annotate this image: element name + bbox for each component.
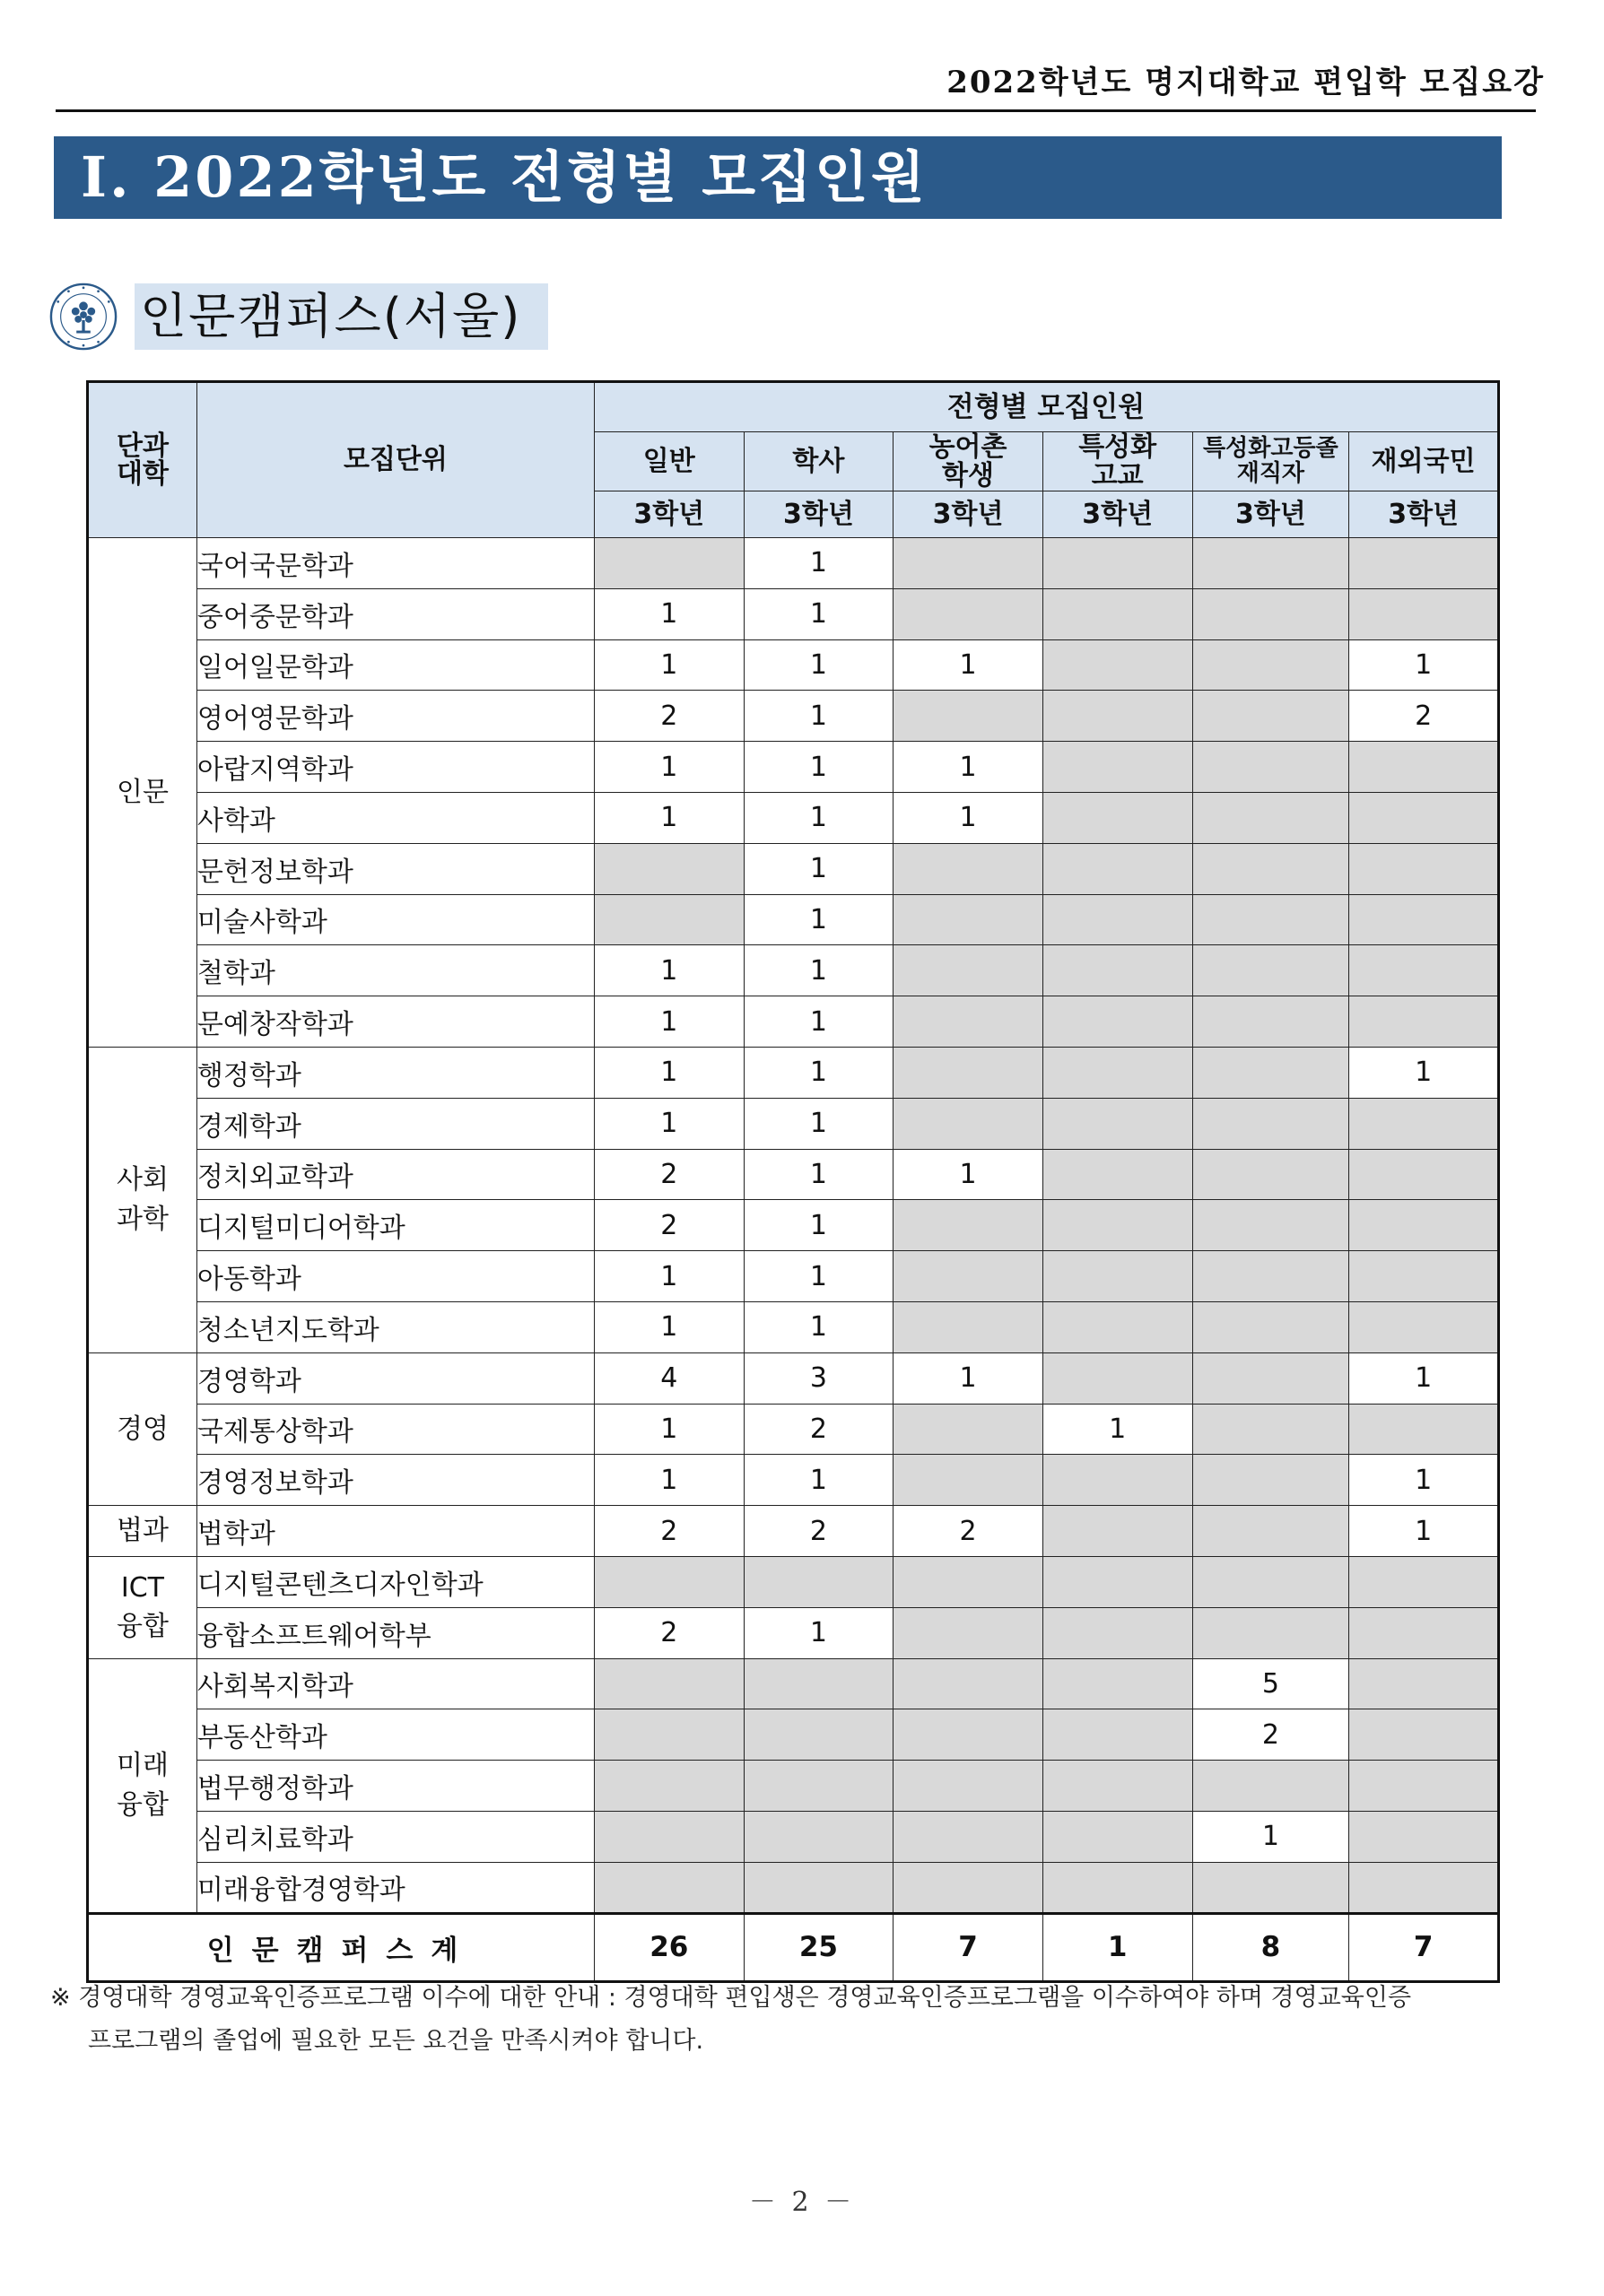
quota-cell: 1 [744,1251,894,1302]
empty-quota-cell [1192,1200,1349,1251]
empty-quota-cell [1192,1455,1349,1506]
department-cell: 미술사학과 [196,894,594,945]
empty-quota-cell [1042,996,1192,1048]
total-cell: 25 [744,1913,894,1981]
table-row [88,1761,1499,1812]
department-cell: 국어국문학과 [196,538,594,589]
quota-cell: 1 [744,945,894,996]
empty-quota-cell [894,894,1043,945]
empty-quota-cell [1192,843,1349,894]
college-cell: ICT 융합 [88,1556,197,1658]
empty-quota-cell [594,894,744,945]
track-year-header: 3학년 [1042,491,1192,538]
department-cell: 경영학과 [196,1352,594,1404]
quota-cell: 1 [1192,1811,1349,1862]
table-row [88,1149,1499,1200]
empty-quota-cell [894,1251,1043,1302]
table-row [88,742,1499,793]
empty-quota-cell [1349,996,1499,1048]
quota-cell: 1 [744,1098,894,1149]
empty-quota-cell [1349,1811,1499,1862]
track-year-header: 3학년 [594,491,744,538]
empty-quota-cell [1192,1047,1349,1098]
college-cell: 사회 과학 [88,1047,197,1352]
empty-quota-cell [1042,1352,1192,1404]
empty-quota-cell [1192,1404,1349,1455]
quota-cell: 1 [1349,639,1499,691]
track-year-header: 3학년 [894,491,1043,538]
table-row [88,639,1499,691]
empty-quota-cell [1349,1862,1499,1913]
quota-cell: 1 [744,843,894,894]
table-row [88,792,1499,843]
track-year-header: 3학년 [1349,491,1499,538]
empty-quota-cell [1192,1301,1349,1352]
department-cell: 청소년지도학과 [196,1301,594,1352]
department-cell: 철학과 [196,945,594,996]
quota-cell: 1 [744,691,894,742]
page-number: － 2 － [748,2187,856,2218]
empty-quota-cell [894,996,1043,1048]
quota-cell: 1 [744,894,894,945]
quota-cell: 3 [744,1352,894,1404]
empty-quota-cell [894,1098,1043,1149]
empty-quota-cell [1042,945,1192,996]
department-cell: 일어일문학과 [196,639,594,691]
quota-cell: 1 [744,1607,894,1658]
empty-quota-cell [1192,945,1349,996]
campus-heading [48,283,548,350]
empty-quota-cell [1042,792,1192,843]
quota-cell: 4 [594,1352,744,1404]
quota-cell: 2 [594,1200,744,1251]
empty-quota-cell [594,538,744,589]
empty-quota-cell [1192,792,1349,843]
empty-quota-cell [1192,1352,1349,1404]
empty-quota-cell [1192,742,1349,793]
empty-quota-cell [1042,1098,1192,1149]
department-cell: 행정학과 [196,1047,594,1098]
department-cell: 아동학과 [196,1251,594,1302]
empty-quota-cell [1042,1709,1192,1761]
department-cell: 융합소프트웨어학부 [196,1607,594,1658]
total-row [88,1913,1499,1981]
table-row [88,1404,1499,1455]
track-header: 재외국민 [1349,432,1499,491]
empty-quota-cell [894,945,1043,996]
department-cell: 아랍지역학과 [196,742,594,793]
department-cell: 영어영문학과 [196,691,594,742]
empty-quota-cell [1349,1658,1499,1709]
table-row [88,843,1499,894]
empty-quota-cell [894,1658,1043,1709]
department-cell: 미래융합경영학과 [196,1862,594,1913]
total-cell: 1 [1042,1913,1192,1981]
empty-quota-cell [594,1709,744,1761]
empty-quota-cell [894,1709,1043,1761]
table-row [88,1658,1499,1709]
quota-cell: 1 [744,1301,894,1352]
quota-cell: 5 [1192,1658,1349,1709]
quota-cell: 1 [594,1301,744,1352]
quota-cell: 2 [594,691,744,742]
empty-quota-cell [1042,588,1192,639]
quota-table [86,380,1500,1983]
department-cell: 부동산학과 [196,1709,594,1761]
college-cell: 인문 [88,538,197,1048]
quota-cell: 1 [894,639,1043,691]
table-row [88,588,1499,639]
empty-quota-cell [744,1556,894,1607]
footnote-line: ※ 경영대학 경영교육인증프로그램 이수에 대한 안내 : 경영대학 편입생은 경영교육인증프로그램을 이수하여야 하며 경영교육인증 [50,1984,1412,2012]
empty-quota-cell [1042,538,1192,589]
myongji-university-seal-icon [48,282,118,352]
table-row [88,1455,1499,1506]
empty-quota-cell [1042,1301,1192,1352]
empty-quota-cell [594,1811,744,1862]
table-row [88,1556,1499,1607]
empty-quota-cell [1042,1556,1192,1607]
footnote [50,1977,1504,2063]
department-cell: 중어중문학과 [196,588,594,639]
quota-cell: 1 [594,1098,744,1149]
department-cell: 문헌정보학과 [196,843,594,894]
table-row [88,1709,1499,1761]
empty-quota-cell [894,1811,1043,1862]
quota-cell: 1 [894,1352,1043,1404]
quota-cell: 1 [744,996,894,1048]
col-college-header: 단과 대학 [88,382,197,538]
track-header: 일반 [594,432,744,491]
empty-quota-cell [894,691,1043,742]
empty-quota-cell [1349,792,1499,843]
quota-cell: 1 [594,792,744,843]
quota-cell: 1 [594,742,744,793]
total-label: 인문캠퍼스계 [88,1913,595,1981]
empty-quota-cell [1192,1506,1349,1557]
footnote-line: 프로그램의 졸업에 필요한 모든 요건을 만족시켜야 합니다. [88,2027,704,2055]
table-row [88,691,1499,742]
quota-cell: 1 [594,1047,744,1098]
total-cell: 8 [1192,1913,1349,1981]
department-cell: 경제학과 [196,1098,594,1149]
table-row [88,1862,1499,1913]
empty-quota-cell [1192,1862,1349,1913]
empty-quota-cell [1349,1709,1499,1761]
quota-cell: 1 [744,1200,894,1251]
track-header: 특성화 고교 [1042,432,1192,491]
empty-quota-cell [1349,1301,1499,1352]
empty-quota-cell [1349,538,1499,589]
empty-quota-cell [594,1862,744,1913]
empty-quota-cell [1042,742,1192,793]
empty-quota-cell [1192,1098,1349,1149]
empty-quota-cell [744,1862,894,1913]
table-row [88,1251,1499,1302]
empty-quota-cell [1192,588,1349,639]
college-cell: 법과 [88,1506,197,1557]
empty-quota-cell [744,1761,894,1812]
total-cell: 26 [594,1913,744,1981]
empty-quota-cell [1349,945,1499,996]
empty-quota-cell [1042,1761,1192,1812]
quota-cell: 2 [894,1506,1043,1557]
empty-quota-cell [894,1404,1043,1455]
quota-cell: 1 [594,996,744,1048]
empty-quota-cell [1192,1607,1349,1658]
empty-quota-cell [1042,1862,1192,1913]
empty-quota-cell [1192,691,1349,742]
department-cell: 정치외교학과 [196,1149,594,1200]
quota-cell: 1 [894,1149,1043,1200]
quota-cell: 1 [744,1455,894,1506]
quota-cell: 2 [744,1506,894,1557]
quota-cell: 1 [594,639,744,691]
section-title: Ⅰ. 2022학년도 전형별 모집인원 [54,136,1502,219]
empty-quota-cell [1042,1607,1192,1658]
quota-cell: 1 [744,792,894,843]
department-cell: 법무행정학과 [196,1761,594,1812]
department-cell: 심리치료학과 [196,1811,594,1862]
empty-quota-cell [894,1556,1043,1607]
empty-quota-cell [744,1811,894,1862]
empty-quota-cell [1042,1506,1192,1557]
empty-quota-cell [894,1761,1043,1812]
department-cell: 문예창작학과 [196,996,594,1048]
total-cell: 7 [1349,1913,1499,1981]
quota-cell: 1 [594,1404,744,1455]
quota-cell: 1 [1349,1506,1499,1557]
quota-cell: 2 [594,1506,744,1557]
quota-cell: 1 [594,588,744,639]
quota-cell: 1 [744,588,894,639]
track-header: 농어촌 학생 [894,432,1043,491]
quota-cell: 1 [744,639,894,691]
empty-quota-cell [1349,1607,1499,1658]
quota-cell: 2 [1192,1709,1349,1761]
empty-quota-cell [1192,1149,1349,1200]
quota-cell: 1 [594,1455,744,1506]
quota-cell: 1 [594,1251,744,1302]
campus-title: 인문캠퍼스(서울) [135,283,548,350]
empty-quota-cell [1349,1200,1499,1251]
quota-cell: 2 [1349,691,1499,742]
empty-quota-cell [1349,1404,1499,1455]
quota-cell: 1 [894,792,1043,843]
header-rule [56,109,1536,112]
table-row [88,996,1499,1048]
empty-quota-cell [894,1200,1043,1251]
empty-quota-cell [1349,1251,1499,1302]
empty-quota-cell [594,1761,744,1812]
empty-quota-cell [594,1658,744,1709]
track-header: 특성화고등졸 재직자 [1192,432,1349,491]
department-cell: 사회복지학과 [196,1658,594,1709]
empty-quota-cell [744,1709,894,1761]
quota-cell: 2 [594,1607,744,1658]
empty-quota-cell [1042,1251,1192,1302]
department-cell: 국제통상학과 [196,1404,594,1455]
quota-cell: 1 [744,1149,894,1200]
empty-quota-cell [1349,1149,1499,1200]
college-cell: 미래 융합 [88,1658,197,1913]
empty-quota-cell [1042,1811,1192,1862]
empty-quota-cell [1042,894,1192,945]
quota-cell: 1 [744,1047,894,1098]
empty-quota-cell [894,1862,1043,1913]
track-year-header: 3학년 [744,491,894,538]
empty-quota-cell [594,1556,744,1607]
table-row [88,894,1499,945]
empty-quota-cell [894,538,1043,589]
table-row [88,1607,1499,1658]
col-unit-header: 모집단위 [196,382,594,538]
empty-quota-cell [1042,1149,1192,1200]
department-cell: 법학과 [196,1506,594,1557]
table-row [88,1200,1499,1251]
quota-cell: 1 [894,742,1043,793]
empty-quota-cell [1192,1251,1349,1302]
empty-quota-cell [1349,894,1499,945]
quota-cell: 2 [594,1149,744,1200]
empty-quota-cell [894,1301,1043,1352]
empty-quota-cell [1042,1658,1192,1709]
empty-quota-cell [1349,742,1499,793]
quota-cell: 1 [1349,1047,1499,1098]
empty-quota-cell [1192,1761,1349,1812]
empty-quota-cell [1042,1455,1192,1506]
empty-quota-cell [1349,843,1499,894]
empty-quota-cell [1192,894,1349,945]
empty-quota-cell [1192,996,1349,1048]
quota-cell: 1 [1349,1455,1499,1506]
quota-cell: 1 [1042,1404,1192,1455]
empty-quota-cell [1192,538,1349,589]
table-row [88,1506,1499,1557]
empty-quota-cell [1192,1556,1349,1607]
empty-quota-cell [1042,639,1192,691]
empty-quota-cell [1042,1047,1192,1098]
quota-cell: 2 [744,1404,894,1455]
empty-quota-cell [894,1455,1043,1506]
quota-cell: 1 [1349,1352,1499,1404]
empty-quota-cell [1042,691,1192,742]
empty-quota-cell [1192,639,1349,691]
department-cell: 경영정보학과 [196,1455,594,1506]
table-row [88,1352,1499,1404]
empty-quota-cell [1042,843,1192,894]
college-cell: 경영 [88,1352,197,1505]
quota-cell: 1 [744,742,894,793]
empty-quota-cell [1349,588,1499,639]
total-cell: 7 [894,1913,1043,1981]
empty-quota-cell [1042,1200,1192,1251]
running-title: 2022학년도 명지대학교 편입학 모집요강 [946,65,1545,100]
group-header: 전형별 모집인원 [594,382,1498,432]
track-year-header: 3학년 [1192,491,1349,538]
empty-quota-cell [894,588,1043,639]
empty-quota-cell [894,1047,1043,1098]
quota-cell: 1 [594,945,744,996]
department-cell: 사학과 [196,792,594,843]
table-row [88,1811,1499,1862]
table-row [88,945,1499,996]
table-row [88,538,1499,589]
table-row [88,1098,1499,1149]
track-header: 학사 [744,432,894,491]
table-row [88,1301,1499,1352]
empty-quota-cell [1349,1761,1499,1812]
quota-cell: 1 [744,538,894,589]
department-cell: 디지털미디어학과 [196,1200,594,1251]
table-row [88,1047,1499,1098]
empty-quota-cell [1349,1098,1499,1149]
empty-quota-cell [894,843,1043,894]
empty-quota-cell [1349,1556,1499,1607]
department-cell: 디지털콘텐츠디자인학과 [196,1556,594,1607]
empty-quota-cell [744,1658,894,1709]
empty-quota-cell [894,1607,1043,1658]
empty-quota-cell [594,843,744,894]
